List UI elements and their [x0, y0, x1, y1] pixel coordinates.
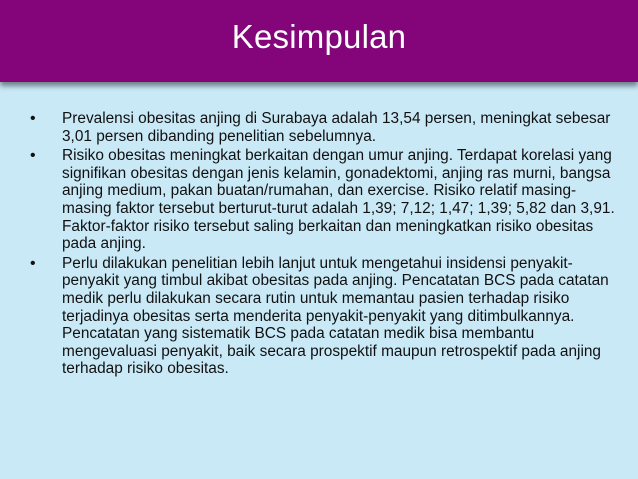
bullet-risk-factors: • Risiko obesitas meningkat berkaitan dengan umur anjing. Terdapat korelasi yang signifikan obesitas dengan jenis kelamin, gonadektomi, anjing ras murni, bangsa anjing medium, pakan buatan/rumahan, dan exercise. Risiko relatif masing-masing faktor tersebut berturut-turut adalah 1,39; 7,12; 1,47; 1,39; 5,82 dan 3,91. Faktor-faktor risiko tersebut saling berkaitan dan meningkatkan risiko obesitas pada anjing.	[30, 147, 620, 253]
slide-title: Kesimpulan	[231, 18, 407, 55]
title-bar	[0, 0, 638, 82]
bullet-prevalence: • Prevalensi obesitas anjing di Surabaya adalah 13,54 persen, meningkat sebesar 3,01 persen dibanding penelitian sebelumnya.	[30, 110, 620, 145]
slide-content	[30, 110, 620, 380]
bullet-list	[30, 110, 620, 378]
bullet-recommendations: • Perlu dilakukan penelitian lebih lanjut untuk mengetahui insidensi penyakit-penyakit yang timbul akibat obesitas pada anjing. Pencatatan BCS pada catatan medik perlu dilakukan secara rutin untuk memantau pasien terhadap risiko terjadinya obesitas serta menderita penyakit-penyakit yang ditimbulkannya. Pencatatan yang sistematik BCS pada catatan medik bisa membantu mengevaluasi penyakit, baik secara prospektif maupun retrospektif pada anjing terhadap risiko obesitas.	[30, 255, 620, 378]
